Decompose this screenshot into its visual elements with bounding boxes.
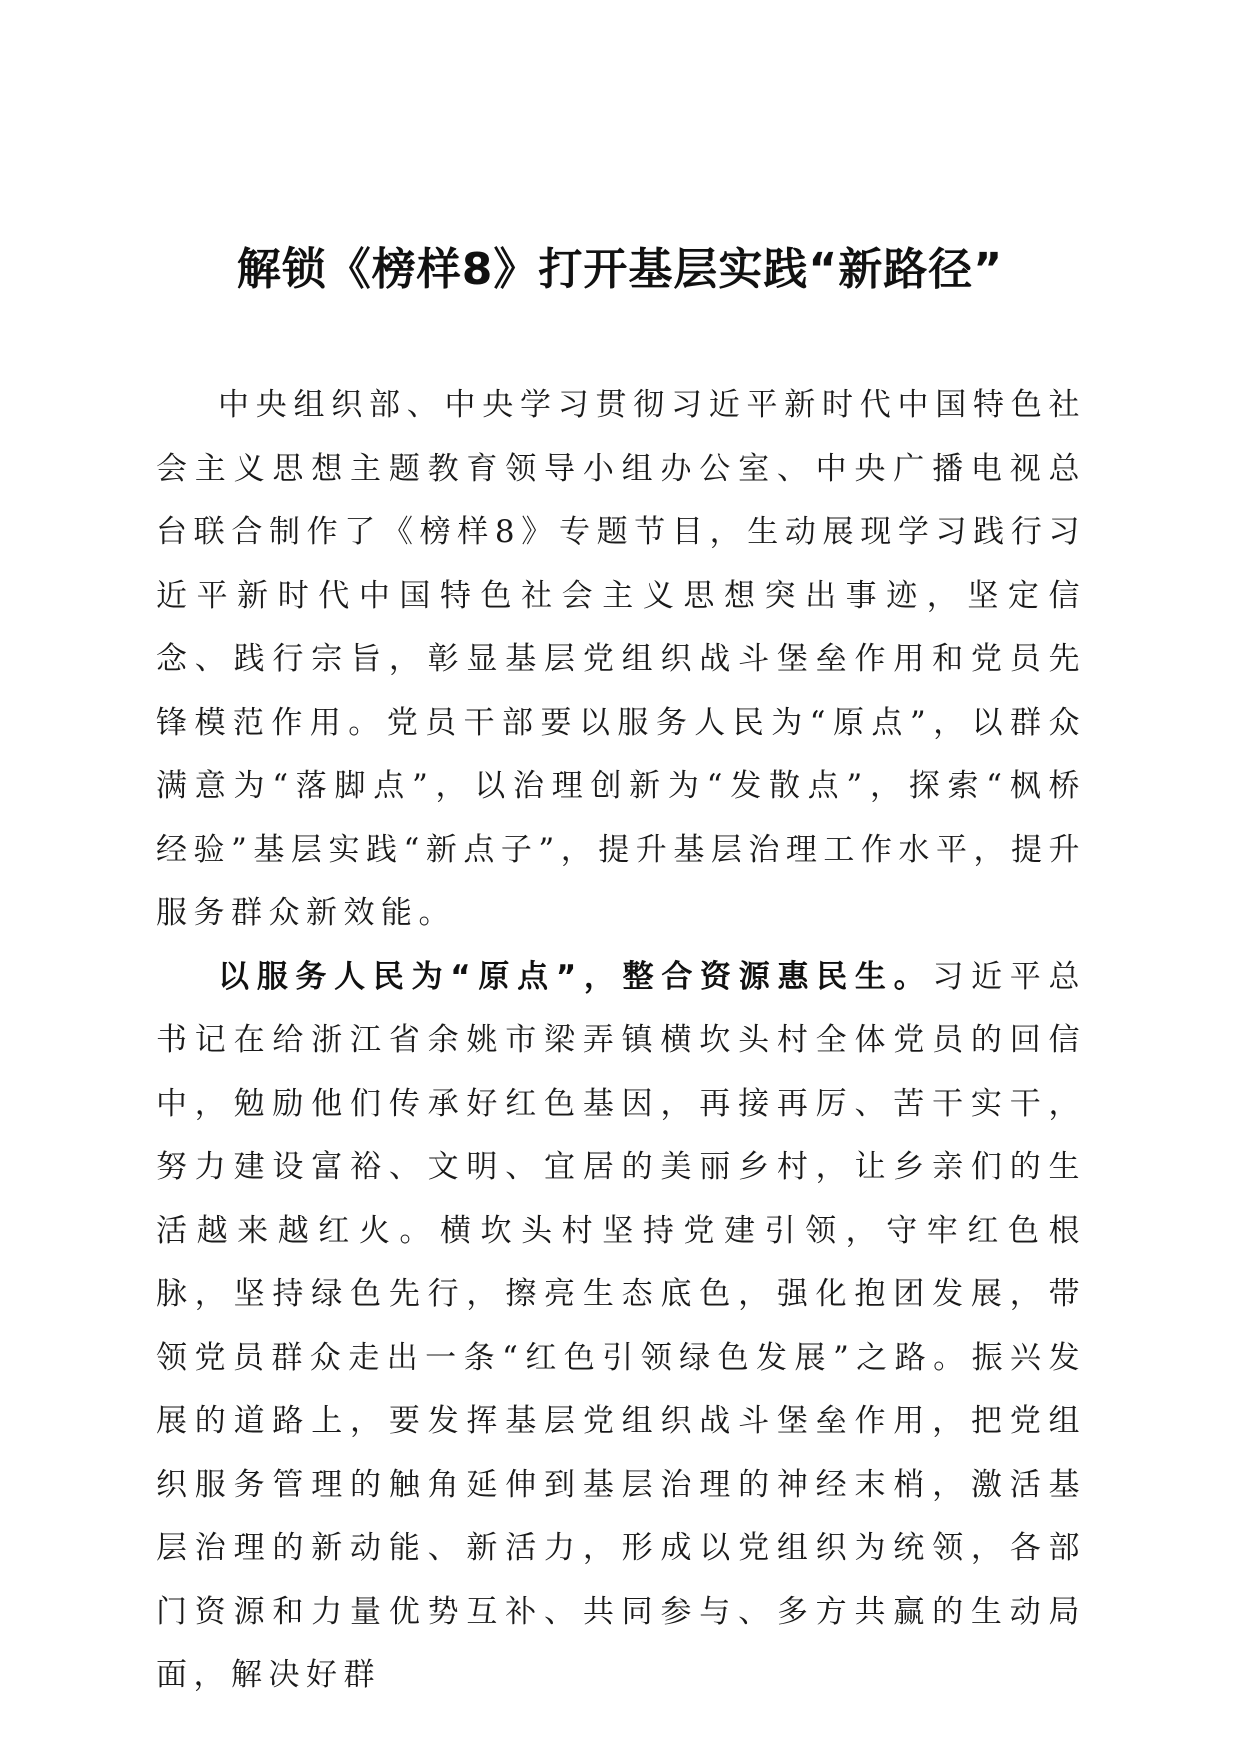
document-title: 解锁《榜样8》打开基层实践“新路径” <box>236 244 1004 295</box>
paragraph-text: 习近平总书记在给浙江省余姚市梁弄镇横坎头村全体党员的回信中，勉励他们传承好红色基因，再接再厉、苦干实干，努力建设富裕、文明、宜居的美丽乡村，让乡亲们的生活越来越红火。横坎头村坚持党建引领，守牢红色根脉，坚持绿色先行，擦亮生态底色，强化抱团发展，带领党员群众走出一条“红色引领绿色发展”之路。振兴发展的道路上，要发挥基层党组织战斗堡垒作用，把党组织服务管理的触角延伸到基层治理的神经末梢，激活基层治理的新动能、新活力，形成以党组织为统领，各部门资源和力量优势互补、共同参与、多方共赢的生动局面，解决好群 <box>156 958 1087 1693</box>
document-body <box>156 374 1086 1708</box>
paragraph-intro <box>156 374 1086 946</box>
paragraph-section-one <box>156 946 1086 1708</box>
paragraph-text: 中央组织部、中央学习贯彻习近平新时代中国特色社会主义思想主题教育领导小组办公室、中央广播电视总台联合制作了《榜样8》专题节目，生动展现学习践行习近平新时代中国特色社会主义思想突出事迹，坚定信念、践行宗旨，彰显基层党组织战斗堡垒作用和党员先锋模范作用。党员干部要以服务人民为“原点”，以群众满意为“落脚点”，以治理创新为“发散点”，探索“枫桥经验”基层实践“新点子”，提升基层治理工作水平，提升服务群众新效能。 <box>156 387 1086 931</box>
paragraph-lead: 以服务人民为“原点”，整合资源惠民生。 <box>218 958 933 995</box>
